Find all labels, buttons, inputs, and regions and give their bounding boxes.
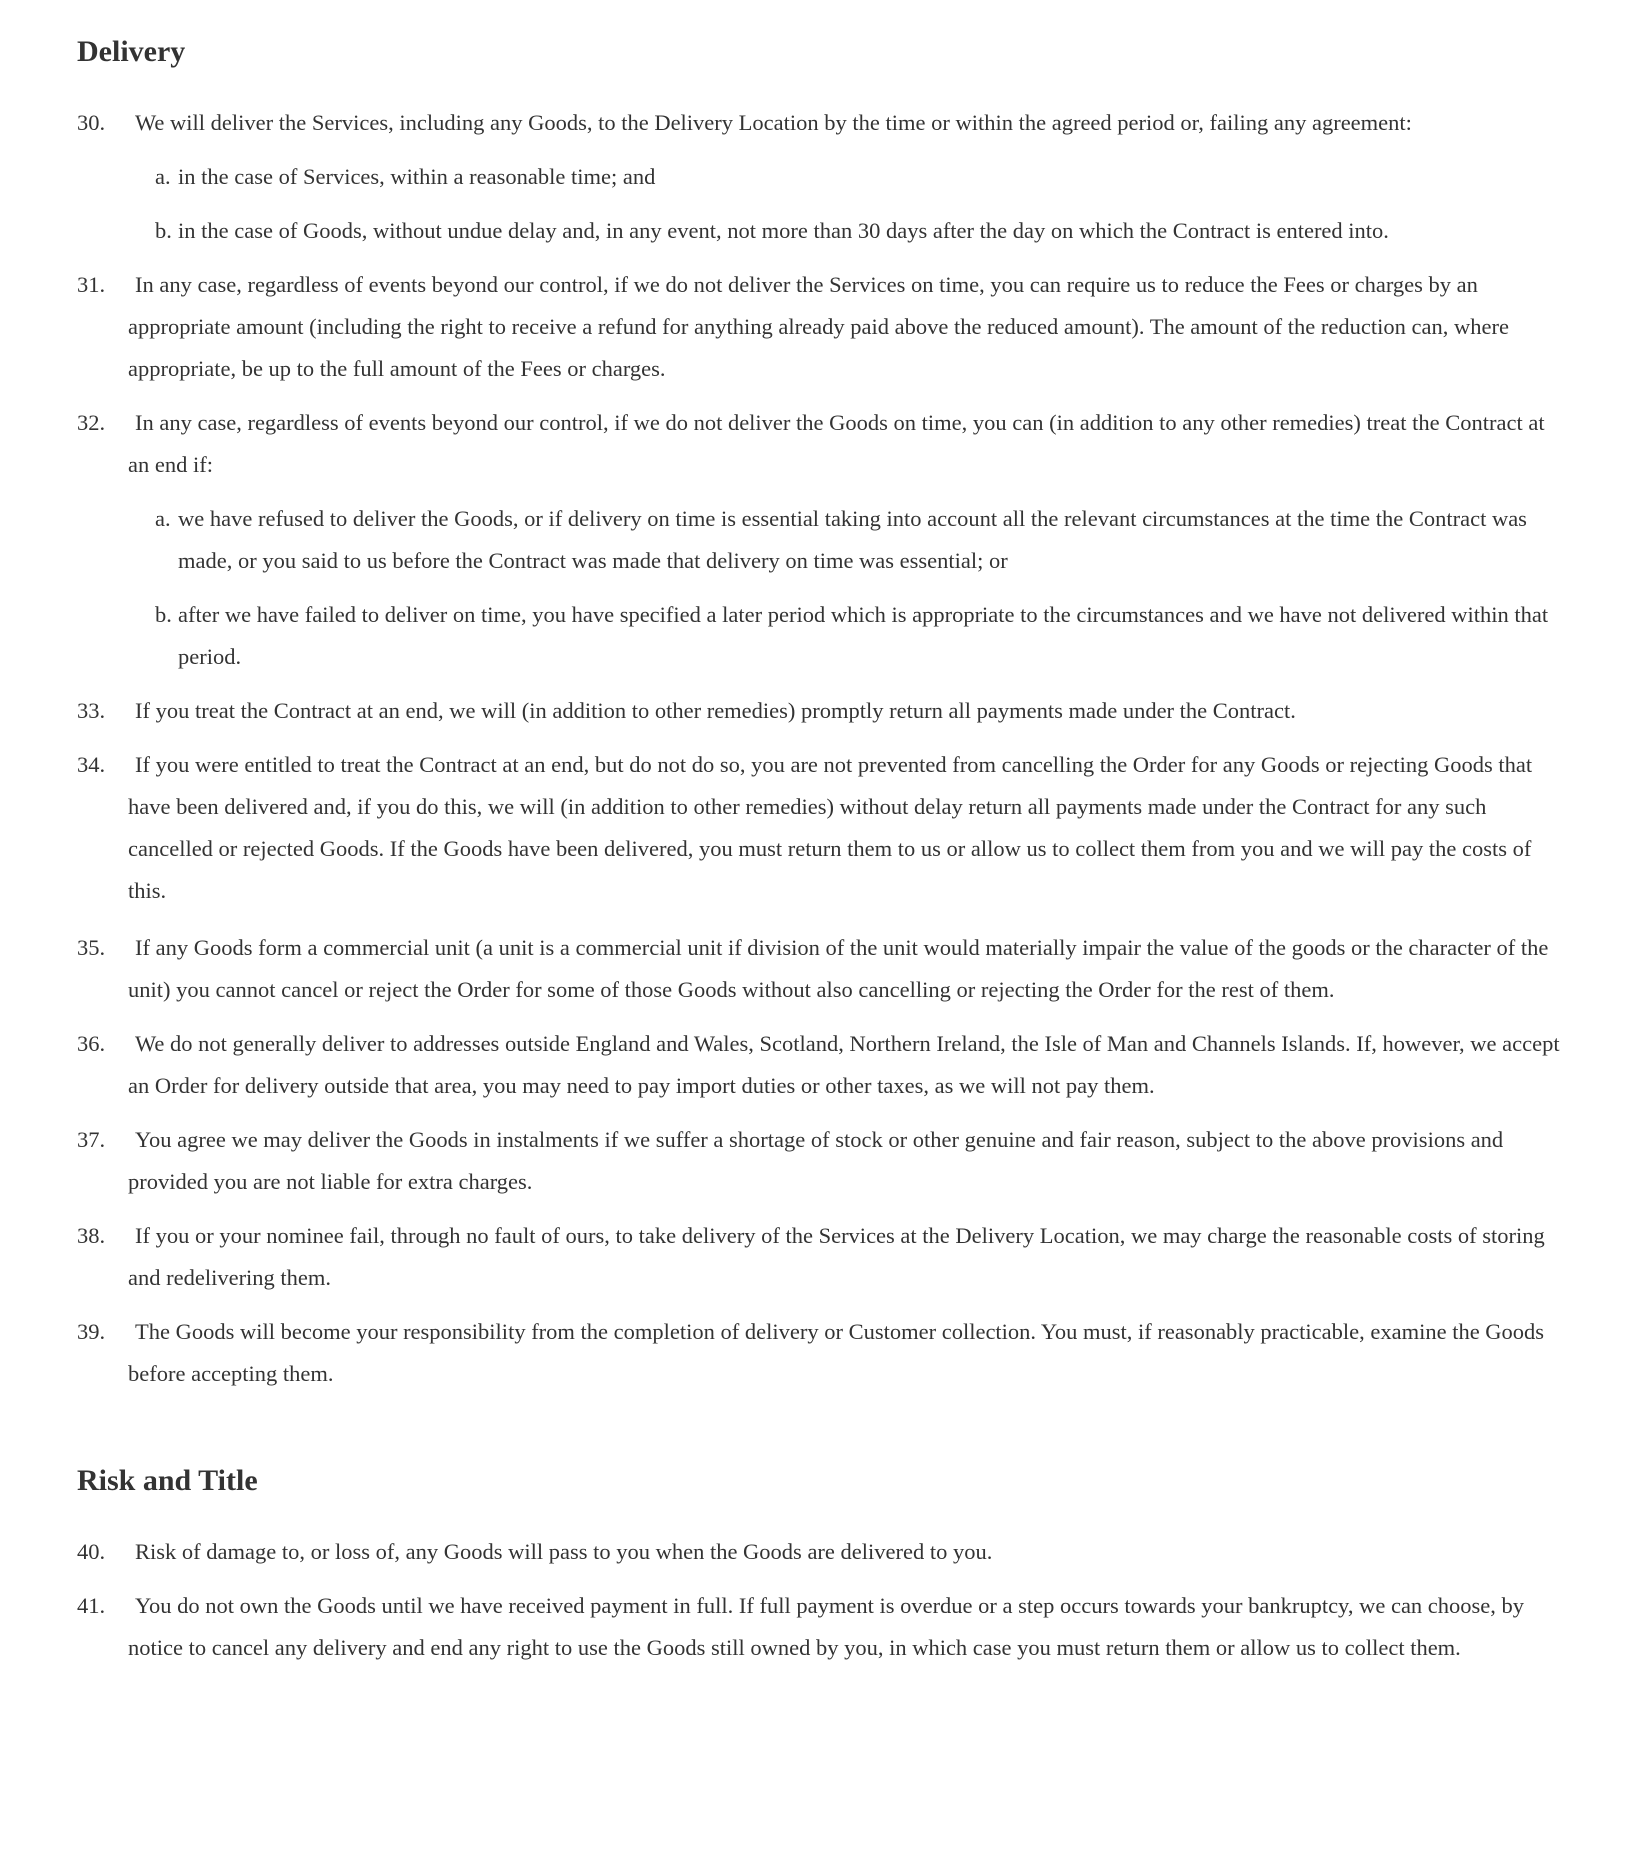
- clause-38: [77, 1215, 1568, 1299]
- clause-text: You agree we may deliver the Goods in instalments if we suffer a shortage of stock or other genuine and fair reason, subject to the above provisions and provided you are not liable for extra charges.: [128, 1127, 1504, 1194]
- subclause-30a: [128, 156, 1568, 198]
- clause-30: [77, 102, 1568, 252]
- clause-number: 32.: [77, 410, 106, 435]
- section-delivery: [77, 0, 1568, 1395]
- clause-text: If you or your nominee fail, through no fault of ours, to take delivery of the Services at the Delivery Location, we may charge the reasonable costs of storing and redelivering them.: [128, 1223, 1545, 1290]
- clause-40: [77, 1531, 1568, 1573]
- clause-text: We do not generally deliver to addresses outside England and Wales, Scotland, Northern Ireland, the Isle of Man and Channels Islands. If, however, we accept an Order for delivery outside that area, you may need to pay import duties or other taxes, as we will not pay them.: [128, 1031, 1560, 1098]
- subclause-text: in the case of Goods, without undue delay and, in any event, not more than 30 days after the day on which the Contract is entered into.: [178, 218, 1389, 243]
- subclause-marker: a.: [155, 164, 171, 189]
- subclause-32b: [128, 594, 1568, 678]
- clause-33: [77, 690, 1568, 732]
- clause-number: 33.: [77, 698, 106, 723]
- clause-number: 39.: [77, 1319, 106, 1344]
- clause-text: You do not own the Goods until we have received payment in full. If full payment is overdue or a step occurs towards your bankruptcy, we can choose, by notice to cancel any delivery and end any right to use the Goods still owned by you, in which case you must return them or allow us to collect them.: [128, 1593, 1525, 1660]
- clause-number: 41.: [77, 1593, 106, 1618]
- clause-number: 34.: [77, 752, 106, 777]
- subclause-list: [128, 156, 1568, 252]
- clause-text: If you were entitled to treat the Contract at an end, but do not do so, you are not prevented from cancelling the Order for any Goods or rejecting Goods that have been delivered and, if you do this, we will (in addition to other remedies) without delay return all payments made under the Contract for any such cancelled or rejected Goods. If the Goods have been delivered, you must return them to us or allow us to collect them from you and we will pay the costs of this.: [128, 752, 1533, 903]
- subclause-marker: b.: [155, 602, 172, 627]
- section-title-delivery: Delivery: [77, 35, 186, 68]
- subclause-text: we have refused to deliver the Goods, or if delivery on time is essential taking into account all the relevant circumstances at the time the Contract was made, or you said to us before the Contract was made that delivery on time was essential; or: [178, 506, 1527, 573]
- subclause-text: after we have failed to deliver on time, you have specified a later period which is appropriate to the circumstances and we have not delivered within that period.: [178, 602, 1549, 669]
- clause-number: 35.: [77, 935, 106, 960]
- clause-list-delivery: [77, 102, 1568, 1395]
- clause-text: We will deliver the Services, including any Goods, to the Delivery Location by the time or within the agreed period or, failing any agreement:: [135, 110, 1412, 135]
- clause-41: [77, 1585, 1568, 1669]
- clause-number: 37.: [77, 1127, 106, 1152]
- clause-text: Risk of damage to, or loss of, any Goods will pass to you when the Goods are delivered to you.: [135, 1539, 993, 1564]
- subclause-30b: [128, 210, 1568, 252]
- clause-text: The Goods will become your responsibility from the completion of delivery or Customer collection. You must, if reasonably practicable, examine the Goods before accepting them.: [128, 1319, 1545, 1386]
- clause-number: 31.: [77, 272, 106, 297]
- clause-31: [77, 264, 1568, 390]
- clause-34: [77, 744, 1568, 912]
- clause-39: [77, 1311, 1568, 1395]
- section-risk-and-title: [77, 1407, 1568, 1669]
- clause-list-risk-and-title: [77, 1531, 1568, 1669]
- section-title-risk-and-title: Risk and Title: [77, 1464, 258, 1497]
- subclause-marker: a.: [155, 506, 171, 531]
- clause-36: [77, 1023, 1568, 1107]
- clause-text: If you treat the Contract at an end, we will (in addition to other remedies) promptly return all payments made under the Contract.: [135, 698, 1296, 723]
- clause-text: In any case, regardless of events beyond our control, if we do not deliver the Goods on time, you can (in addition to any other remedies) treat the Contract at an end if:: [128, 410, 1545, 477]
- clause-text: In any case, regardless of events beyond our control, if we do not deliver the Services on time, you can require us to reduce the Fees or charges by an appropriate amount (including the right to receive a refund for anything already paid above the reduced amount). The amount of the reduction can, where appropriate, be up to the full amount of the Fees or charges.: [128, 272, 1509, 381]
- clause-text: If any Goods form a commercial unit (a unit is a commercial unit if division of the unit would materially impair the value of the goods or the character of the unit) you cannot cancel or reject the Order for some of those Goods without also cancelling or rejecting the Order for the rest of them.: [128, 935, 1549, 1002]
- clause-35: [77, 927, 1568, 1011]
- subclause-marker: b.: [155, 218, 172, 243]
- clause-number: 36.: [77, 1031, 106, 1056]
- subclause-text: in the case of Services, within a reasonable time; and: [178, 164, 656, 189]
- clause-number: 40.: [77, 1539, 106, 1564]
- clause-37: [77, 1119, 1568, 1203]
- subclause-32a: [128, 498, 1568, 582]
- clause-number: 30.: [77, 110, 106, 135]
- clause-32: [77, 402, 1568, 678]
- subclause-list: [128, 498, 1568, 678]
- clause-number: 38.: [77, 1223, 106, 1248]
